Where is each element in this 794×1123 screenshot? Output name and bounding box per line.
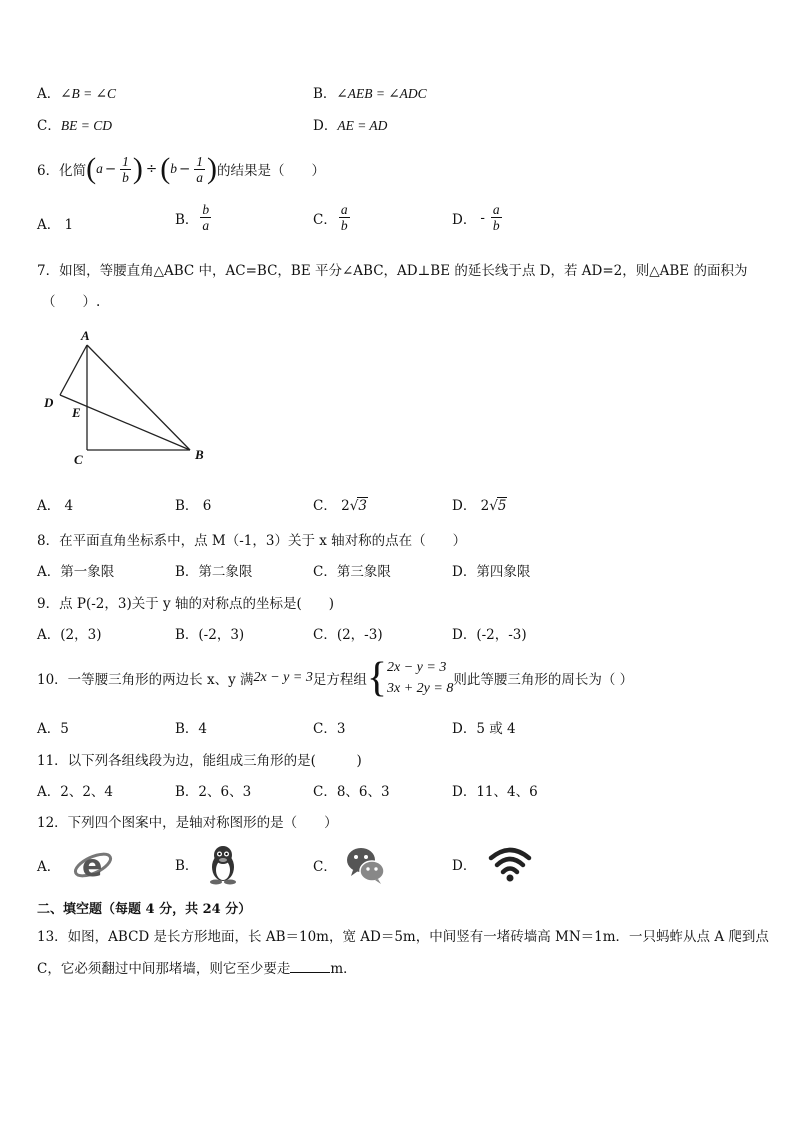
q7-option-b: [175, 494, 211, 514]
q8-option-c: C．第三象限: [313, 564, 391, 580]
numerator: 1: [196, 153, 204, 169]
q5-option-a: [37, 82, 116, 102]
q9-stem: 9．点 P(-2，3)关于 y 轴的对称点的坐标是( ): [37, 596, 334, 612]
radicand: 5: [497, 498, 507, 514]
label-b: B: [195, 447, 204, 462]
option-letter: C．: [313, 498, 337, 514]
option-letter: B．: [313, 86, 337, 102]
q6-option-b: [175, 202, 213, 233]
system-line-2: 3x + 2y = 8: [387, 681, 454, 696]
option-letter: C．: [313, 211, 337, 228]
answer-blank[interactable]: [290, 972, 330, 973]
q5-option-d: [313, 114, 387, 134]
q8-option-a: A．第一象限: [37, 564, 115, 580]
q5-option-c: [37, 114, 112, 134]
q10-option-b: B．4: [175, 721, 208, 737]
option-text: ∠AEB = ∠ADC: [336, 86, 427, 101]
ie-letter: e: [82, 849, 103, 884]
option-value: 6: [202, 498, 212, 514]
option-value: 1: [64, 217, 74, 233]
q12-option-c: [313, 845, 387, 885]
option-letter: D．: [313, 118, 338, 134]
option-letter: D．: [452, 498, 477, 514]
fraction-1-over-b: [120, 154, 131, 185]
inline-equation: 2x − y = 3: [253, 670, 313, 685]
q5-option-b: [313, 82, 427, 102]
q12-option-b: [175, 843, 240, 885]
label-d: D: [44, 395, 54, 410]
wechat-icon: [345, 845, 387, 885]
numerator: a: [492, 202, 500, 217]
q7-option-c: [313, 494, 368, 514]
q10-stem: [37, 655, 633, 701]
section-title: 二、填空题（每题 4 分，共 24 分）: [37, 902, 252, 917]
option-letter: B．: [175, 498, 199, 514]
var-b: b: [170, 161, 177, 176]
q8-option-b: B．第二象限: [175, 564, 253, 580]
wifi-icon: [488, 845, 532, 883]
equation-system: [387, 657, 453, 699]
option-letter: D．: [452, 858, 477, 874]
internet-explorer-icon: [72, 845, 114, 885]
denominator: a: [202, 218, 210, 233]
option-text: BE = CD: [60, 118, 112, 133]
q13-line2: [37, 957, 357, 977]
fraction-1-over-a: [194, 154, 205, 185]
q10-option-c: C．3: [313, 721, 346, 737]
coefficient: 2: [480, 498, 490, 514]
negative-sign: -: [480, 209, 485, 226]
q9-option-d: D．(-2，-3): [452, 627, 527, 643]
q10-stem-suffix: 则此等腰三角形的周长为（ ）: [453, 672, 634, 688]
q12-stem: 12．下列四个图案中，是轴对称图形的是（ ）: [37, 815, 338, 831]
q11-option-b: B．2、6、3: [175, 784, 252, 800]
var-a: a: [96, 161, 103, 176]
q13-line1: 13．如图，ABCD 是长方形地面，长 AB＝10m，宽 AD＝5m，中间竖有一堵砖墙高 MN＝1m．一只蚂蚱从点 A 爬到点: [37, 929, 769, 945]
q11-option-a: A．2、2、4: [37, 784, 114, 800]
q6-option-c: [313, 202, 352, 233]
q10-stem-prefix: 10．一等腰三角形的两边长 x、y 满: [37, 672, 254, 688]
option-letter: B．: [175, 858, 199, 874]
fraction-a-over-b: [491, 202, 502, 233]
sqrt-icon: √: [349, 498, 359, 514]
q12-option-a: [37, 845, 114, 885]
q10-stem-mid: 足方程组: [312, 672, 367, 688]
numerator: b: [202, 202, 210, 217]
q7-stem-line1: 7．如图，等腰直角△ABC 中，AC=BC，BE 平分∠ABC，AD⊥BE 的延长线于点 D，若 AD=2，则△ABE 的面积为: [37, 263, 748, 279]
q8-stem: 8．在平面直角坐标系中，点 M（-1，3）关于 x 轴对称的点在（ ）: [37, 533, 467, 549]
q10-option-d: D．5 或 4: [452, 721, 516, 737]
q9-option-b: B．(-2，3): [175, 627, 245, 643]
q7-stem-line2: （ ）.: [42, 294, 101, 310]
label-a: A: [81, 328, 90, 343]
q9-option-a: A．(2，3): [37, 627, 102, 643]
right-paren: ): [132, 152, 143, 185]
option-letter: C．: [37, 118, 61, 134]
right-paren: ): [207, 152, 218, 185]
q7-option-d: [452, 494, 507, 514]
coefficient: 2: [341, 498, 350, 514]
option-letter: A．: [37, 217, 61, 233]
denominator: b: [122, 169, 129, 185]
radicand: 3: [358, 498, 367, 514]
segment-db: [60, 395, 190, 450]
option-letter: D．: [452, 211, 477, 228]
q7-triangle-figure: [40, 325, 220, 470]
minus-sign: −: [104, 161, 117, 177]
q6-stem-suffix: 的结果是（ ）: [217, 163, 326, 179]
option-letter: A．: [37, 86, 61, 102]
q11-option-c: C．8、6、3: [313, 784, 390, 800]
q10-option-a: A．5: [37, 721, 69, 737]
option-value: 4: [64, 498, 74, 514]
left-paren: (: [86, 152, 97, 185]
fraction-a-over-b: [339, 202, 350, 233]
q8-option-d: D．第四象限: [452, 564, 531, 580]
denominator: a: [196, 169, 204, 185]
option-text: ∠B = ∠C: [60, 86, 116, 101]
q6-stem: [37, 148, 325, 190]
q9-option-c: C．(2，-3): [313, 627, 383, 643]
numerator: 1: [122, 153, 129, 169]
fraction-b-over-a: [200, 202, 211, 233]
system-line-1: 2x − y = 3: [387, 660, 447, 675]
option-letter: A．: [37, 498, 61, 514]
q11-option-d: D．11、4、6: [452, 784, 538, 800]
option-letter: B．: [175, 211, 199, 228]
qq-penguin-icon: [206, 843, 240, 885]
left-paren: (: [160, 152, 171, 185]
sqrt-icon: √: [489, 498, 498, 514]
q7-option-a: [37, 494, 73, 514]
segment-ad: [60, 345, 87, 395]
q13-line2-suffix: m．: [330, 961, 357, 977]
left-brace-icon: {: [366, 655, 388, 701]
numerator: a: [340, 202, 348, 217]
denominator: b: [340, 218, 348, 233]
q13-line2-prefix: C，它必须翻过中间那堵墙，则它至少要走: [37, 961, 291, 977]
q6-option-d: [452, 202, 504, 233]
option-text: AE = AD: [337, 118, 388, 133]
q6-stem-prefix: 6．化简: [37, 163, 87, 179]
label-c: C: [74, 452, 83, 467]
segment-ab: [87, 345, 190, 450]
label-e: E: [72, 405, 81, 420]
minus-sign: −: [178, 161, 191, 177]
option-letter: A．: [37, 859, 61, 875]
q6-option-a: [37, 213, 73, 233]
option-letter: C．: [313, 859, 337, 875]
denominator: b: [492, 218, 500, 233]
divide-sign: ÷: [145, 161, 158, 177]
q11-stem: 11．以下列各组线段为边，能组成三角形的是( ): [37, 753, 362, 769]
q12-option-d: [452, 845, 532, 883]
